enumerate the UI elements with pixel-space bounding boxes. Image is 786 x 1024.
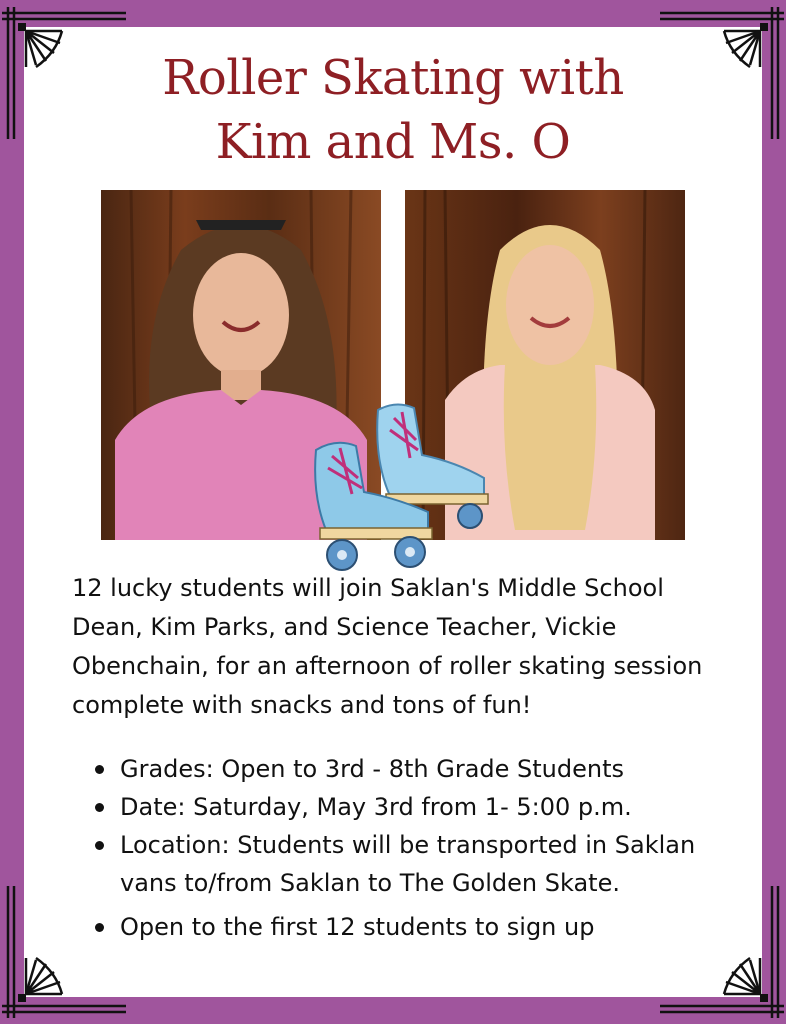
title-line-1: Roller Skating with [162,50,624,106]
intro-paragraph: 12 lucky students will join Saklan's Middle School Dean, Kim Parks, and Science Teacher, Vickie Obenchain, for an afternoon of roller skating session complete with snacks and tons of fun! [72,574,703,719]
flyer-title [60,46,726,174]
detail-location: Location: Students will be transported in Saklan vans to/from Saklan to The Golden Skate. [72,826,732,902]
detail-signup: Open to the first 12 students to sign up [72,908,732,946]
roller-skates-icon [306,400,506,575]
title-line-2: Kim and Ms. O [215,114,571,170]
detail-grades: Grades: Open to 3rd - 8th Grade Students [72,750,732,788]
detail-date: Date: Saturday, May 3rd from 1- 5:00 p.m. [72,788,732,826]
details-list [72,750,732,946]
